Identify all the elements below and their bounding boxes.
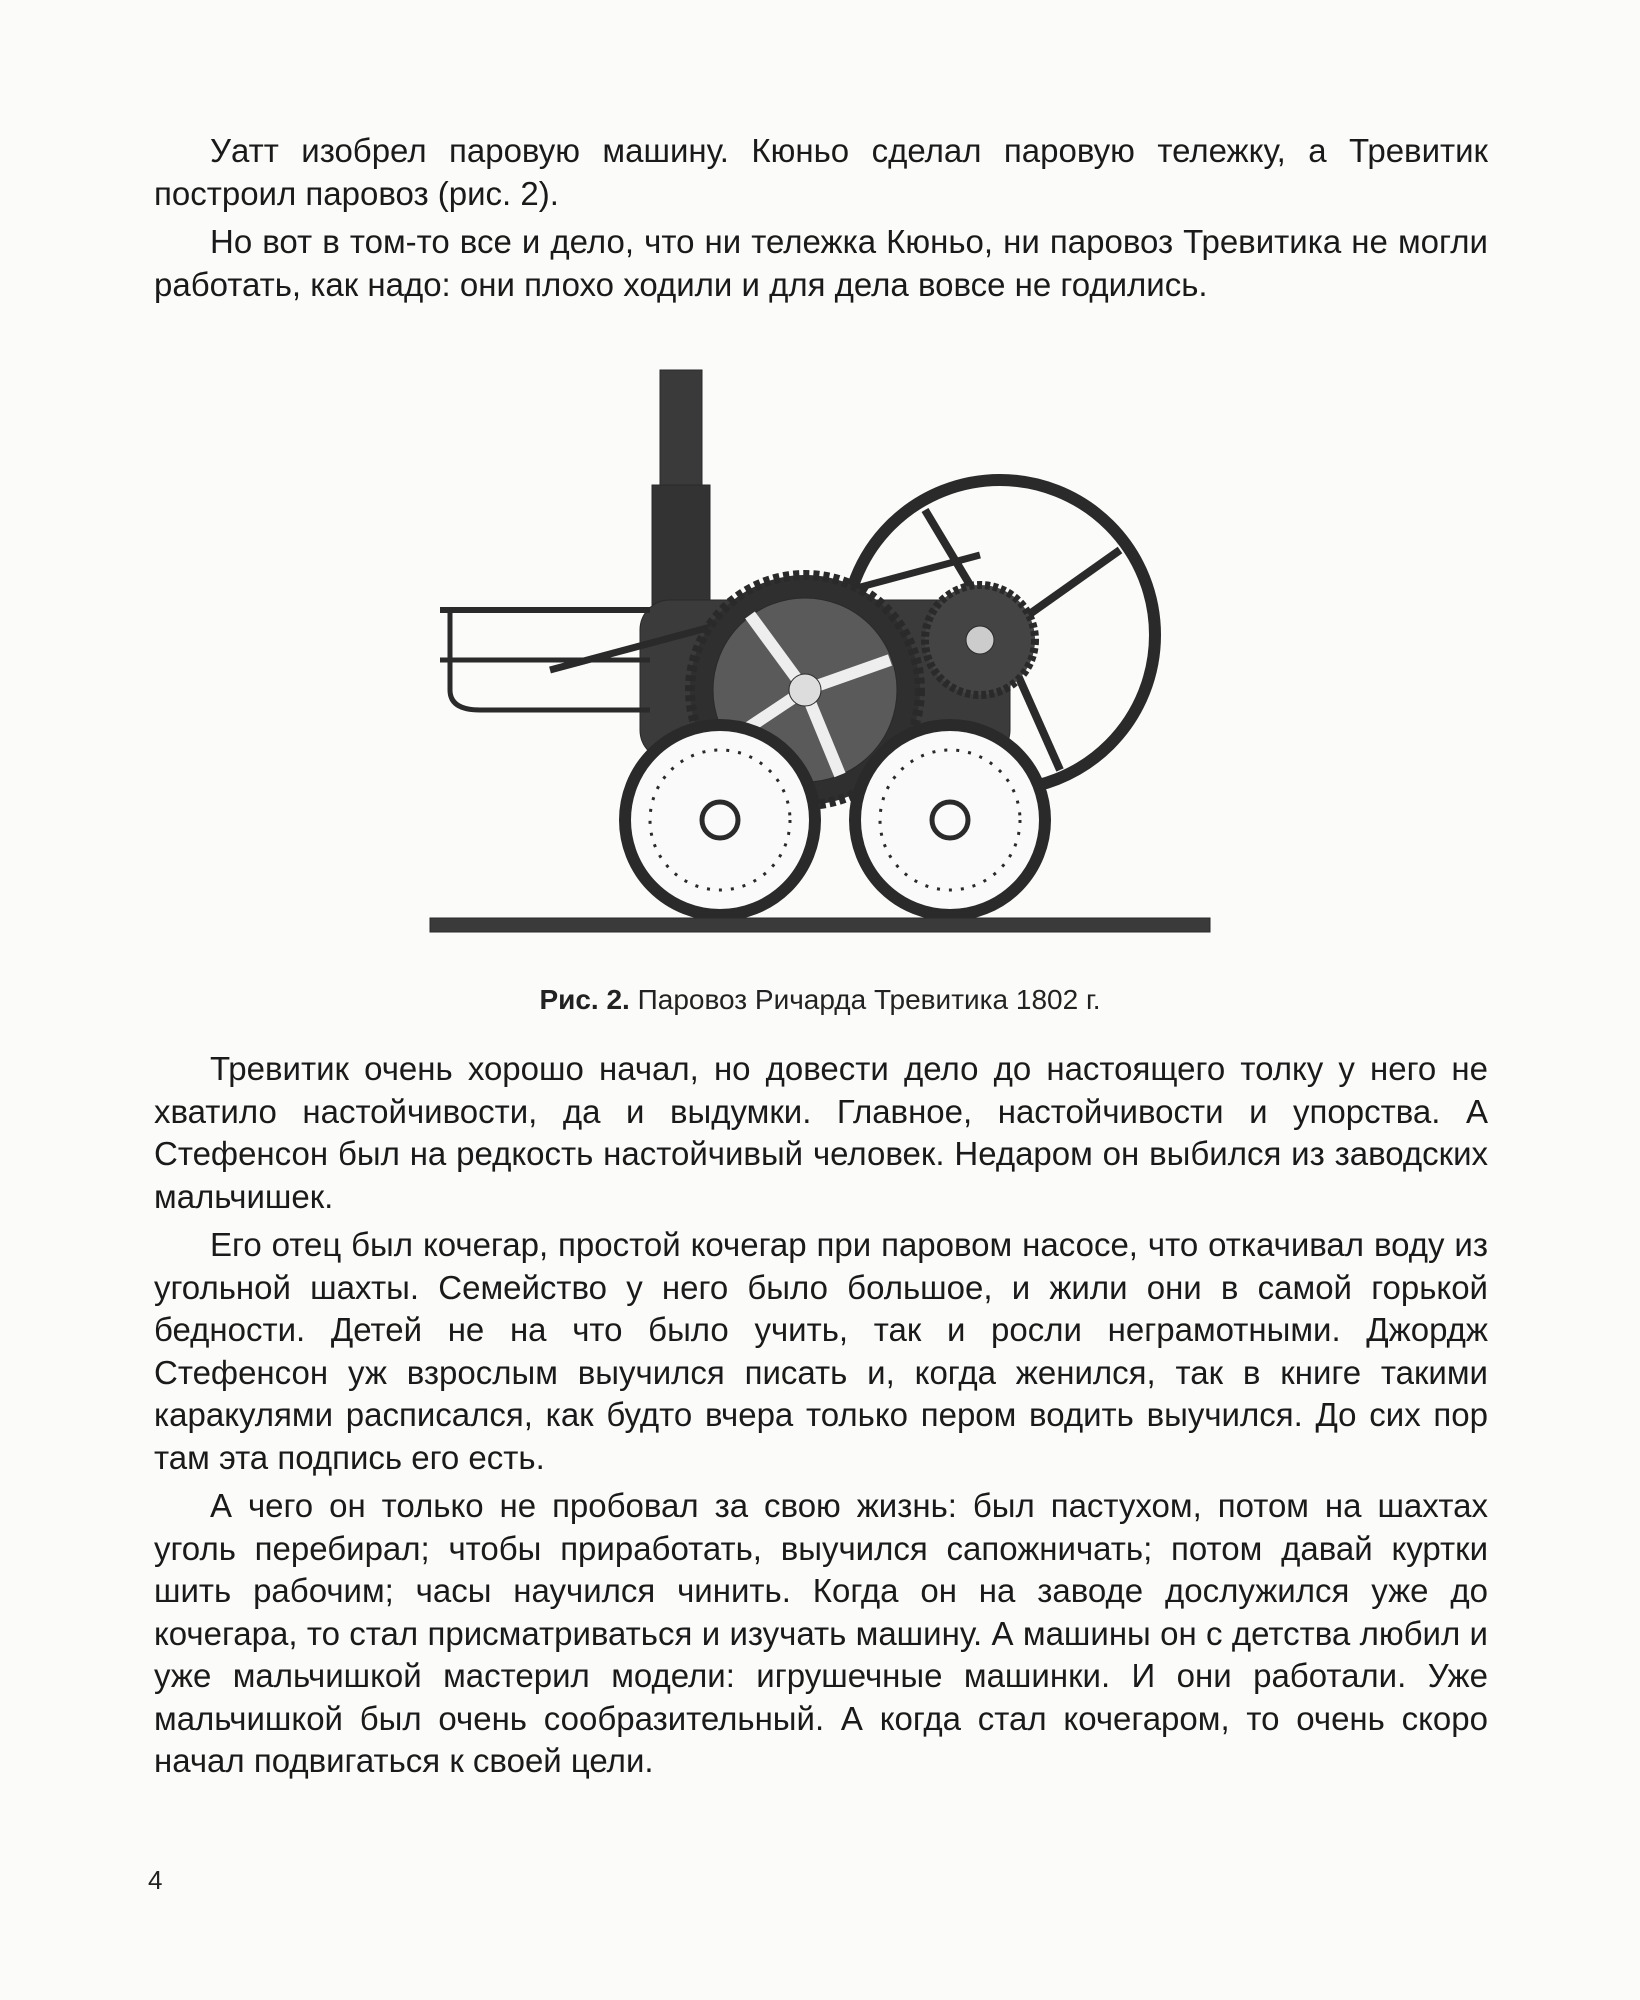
figure-caption bbox=[0, 984, 1640, 1016]
figure-caption-text: Паровоз Ричарда Тревитика 1802 г. bbox=[629, 984, 1101, 1015]
paragraph-5: А чего он только не пробовал за свою жизнь: был пастухом, потом на шахтах уголь перебирал; чтобы приработать, выучился сапожничать; потом давай куртки шить рабочим; часы научился чинить. Когда он на заводе дослужился уже до кочегара, то стал присматриваться и изучать машину. А машины он с детства любил и уже мальчишкой мастерил модели: игрушечные машинки. И они работали. Уже мальчишкой был очень сообразительный. А когда стал кочегаром, то очень скоро начал подвигаться к своей цели. bbox=[154, 1487, 1488, 1779]
locomotive-illustration bbox=[420, 350, 1220, 960]
text-block-bottom bbox=[154, 1048, 1488, 1789]
paragraph-4: Его отец был кочегар, простой кочегар при паровом насосе, что откачивал воду из угольной шахты. Семейство у него было большое, и жили они в самой горькой бедности. Детей не на что было учить, так и росли неграмотными. Джордж Стефенсон уж взрослым выучился писать и, когда женился, так в книге такими каракулями расписался, как будто вчера только пером водить выучился. До сих пор там эта подпись его есть. bbox=[154, 1226, 1488, 1476]
paragraph-2: Но вот в том-то все и дело, что ни тележка Кюньо, ни паровоз Тревитика не могли работать, как надо: они плохо ходили и для дела вовсе не годились. bbox=[154, 223, 1488, 303]
rail bbox=[430, 918, 1210, 932]
paragraph-3: Тревитик очень хорошо начал, но довести дело до настоящего толку у него не хватило настойчивости, да и выдумки. Главное, настойчивости и упорства. А Стефенсон был на редкость настойчивый человек. Недаром он выбился из заводских мальчишек. bbox=[154, 1050, 1488, 1215]
paragraph-1: Уатт изобрел паровую машину. Кюньо сделал паровую тележку, а Тревитик построил паровоз (рис. 2). bbox=[154, 132, 1488, 212]
page-number: 4 bbox=[148, 1865, 163, 1895]
chimney-base bbox=[652, 485, 710, 605]
text-block-top bbox=[154, 130, 1488, 312]
rear-wheel bbox=[855, 725, 1045, 915]
front-wheel bbox=[625, 725, 815, 915]
chimney bbox=[660, 370, 702, 490]
figure-label: Рис. 2. bbox=[539, 984, 630, 1015]
trevithick-locomotive-drawing bbox=[420, 350, 1220, 960]
